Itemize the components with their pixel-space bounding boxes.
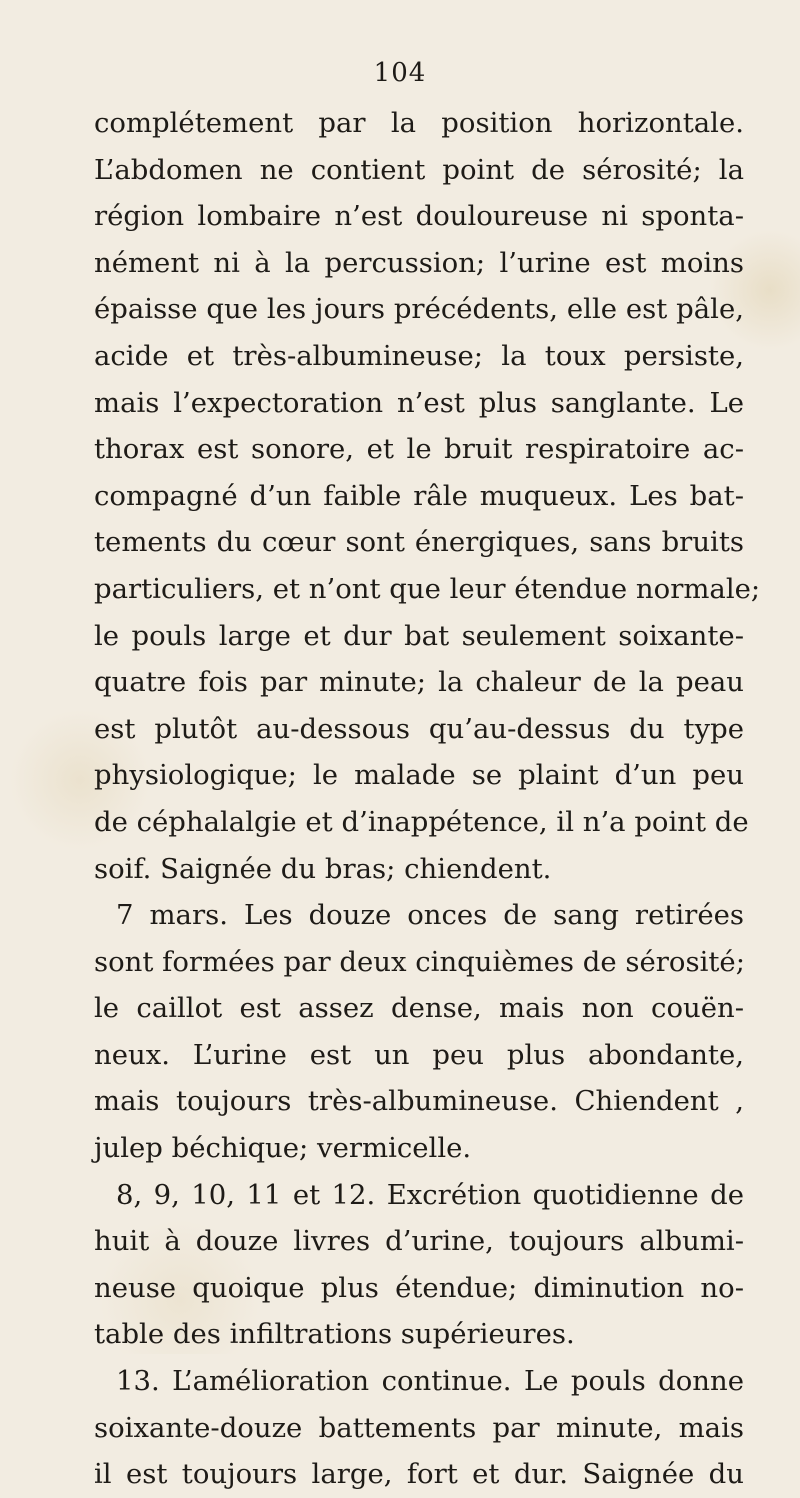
text-line: compagné d’un faible râle muqueux. Les bat- (94, 479, 744, 512)
text-line: soixante-douze battements par minute, mais (94, 1411, 744, 1444)
text-line: neuse quoique plus étendue; diminution no- (94, 1271, 744, 1304)
text-line: soif. Saignée du bras; chiendent. (94, 852, 552, 885)
text-line: neux. L’urine est un peu plus abondante, (94, 1038, 744, 1071)
text-line: sont formées par deux cinquièmes de sérosité; (94, 945, 745, 978)
text-line: acide et très-albumineuse; la toux persiste, (94, 339, 744, 372)
text-line: 8, 9, 10, 11 et 12. Excrétion quotidienne de (116, 1178, 744, 1211)
text-line: il est toujours large, fort et dur. Saignée du (94, 1458, 744, 1491)
text-line: particuliers, et n’ont que leur étendue normale; (94, 572, 761, 605)
text-line: L’abdomen ne contient point de sérosité; la (94, 153, 744, 186)
text-line: thorax est sonore, et le bruit respiratoire ac- (94, 433, 744, 466)
text-line: région lombaire n’est douloureuse ni sponta- (94, 200, 744, 233)
text-line: table des infiltrations supérieures. (94, 1318, 575, 1351)
text-line: mais toujours très-albumineuse. Chiendent , (94, 1085, 744, 1118)
text-line: le pouls large et dur bat seulement soixante- (94, 619, 744, 652)
text-line: est plutôt au-dessous qu’au-dessus du type (94, 712, 744, 745)
text-line: nément ni à la percussion; l’urine est moins (94, 246, 744, 279)
text-line: mais l’expectoration n’est plus sanglante. Le (94, 386, 744, 419)
text-line: de céphalalgie et d’inappétence, il n’a point de (94, 805, 749, 838)
text-line: 13. L’amélioration continue. Le pouls donne (116, 1365, 744, 1398)
body-text (94, 100, 761, 1498)
text-line: quatre fois par minute; la chaleur de la peau (94, 666, 744, 699)
text-line: complétement par la position horizontale. (94, 107, 744, 139)
text-line: le caillot est assez dense, mais non couën- (94, 992, 744, 1025)
page-number: 104 (373, 58, 427, 88)
text-line: épaisse que les jours précédents, elle est pâle, (94, 293, 744, 326)
text-line: julep béchique; vermicelle. (94, 1132, 472, 1165)
text-line: physiologique; le malade se plaint d’un peu (94, 759, 744, 792)
text-line: tements du cœur sont énergiques, sans bruits (94, 526, 744, 559)
text-line: 7 mars. Les douze onces de sang retirées (116, 899, 744, 932)
text-line: huit à douze livres d’urine, toujours albumi- (94, 1225, 744, 1258)
